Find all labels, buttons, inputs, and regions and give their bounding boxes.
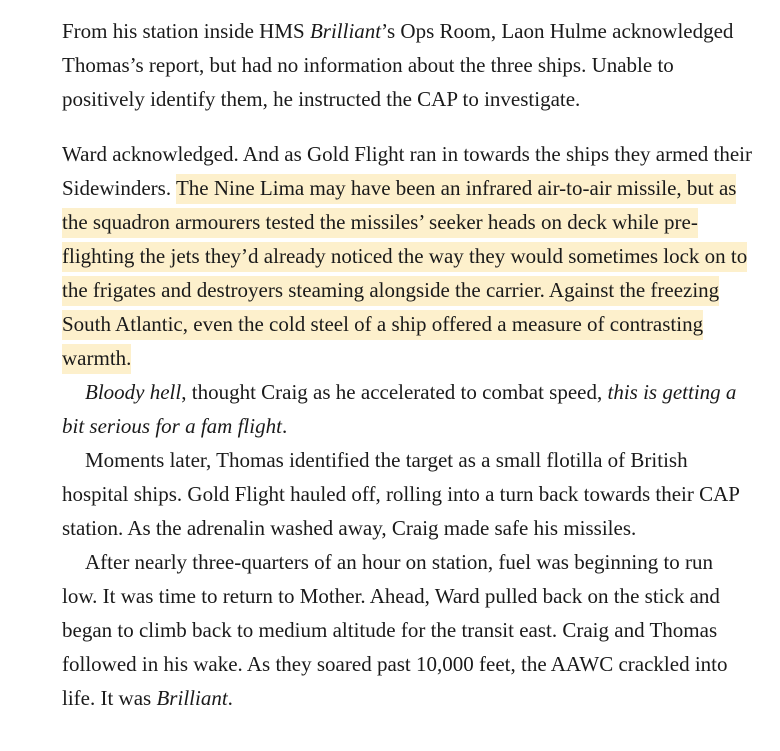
paragraph-5 [62,545,752,715]
p3-text-end: . [281,414,288,438]
book-page [62,14,752,715]
p1-text-start: From his station inside HMS [62,19,310,43]
p3-italic-quote: this is getting a bit serious for a fam flight [62,380,737,438]
p1-ship-name: Brilliant [309,19,382,43]
p3-text-mid: , thought Craig as he accelerated to combat speed, [181,380,608,404]
p3-italic-thought: Bloody hell [85,380,182,404]
highlighted-passage[interactable]: The Nine Lima may have been an infrared air-to-air missile, but as the squadron armourers tested the missiles’ seeker heads on deck while pre-flighting the jets they’d already noticed the way they would sometimes lock on to the frigates and destroyers steaming alongside the carrier. Against the freezing South Atlantic, even the cold steel of a ship offered a measure of contrasting warmth. [62,174,747,374]
p2-plain-text: Ward acknowledged. And as Gold Flight ran in towards the ships they armed their Sidewinders. [62,142,752,200]
paragraph-3 [62,375,752,443]
paragraph-1 [62,14,752,116]
p5-text-start: After nearly three-quarters of an hour on station, fuel was beginning to run low. It was time to return to Mother. Ahead, Ward pulled back on the stick and began to climb back to medium altitude for the transit east. Craig and Thomas followed in his wake. As they soared past 10,000 feet, the AAWC crackled into life. It was [62,550,728,710]
p5-text-end: . [227,686,233,710]
p4-text: Moments later, Thomas identified the target as a small flotilla of British hospital ships. Gold Flight hauled off, rolling into a turn back towards their CAP station. As the adrenalin washed away, Craig made safe his missiles. [62,448,740,540]
p1-text-end: ’s Ops Room, Laon Hulme acknowledged Thomas’s report, but had no information about the three ships. Unable to positively identify them, he instructed the CAP to investigate. [62,19,734,111]
p5-ship-name: Brilliant [156,686,228,710]
paragraph-2 [62,137,752,375]
paragraph-4 [62,443,752,545]
